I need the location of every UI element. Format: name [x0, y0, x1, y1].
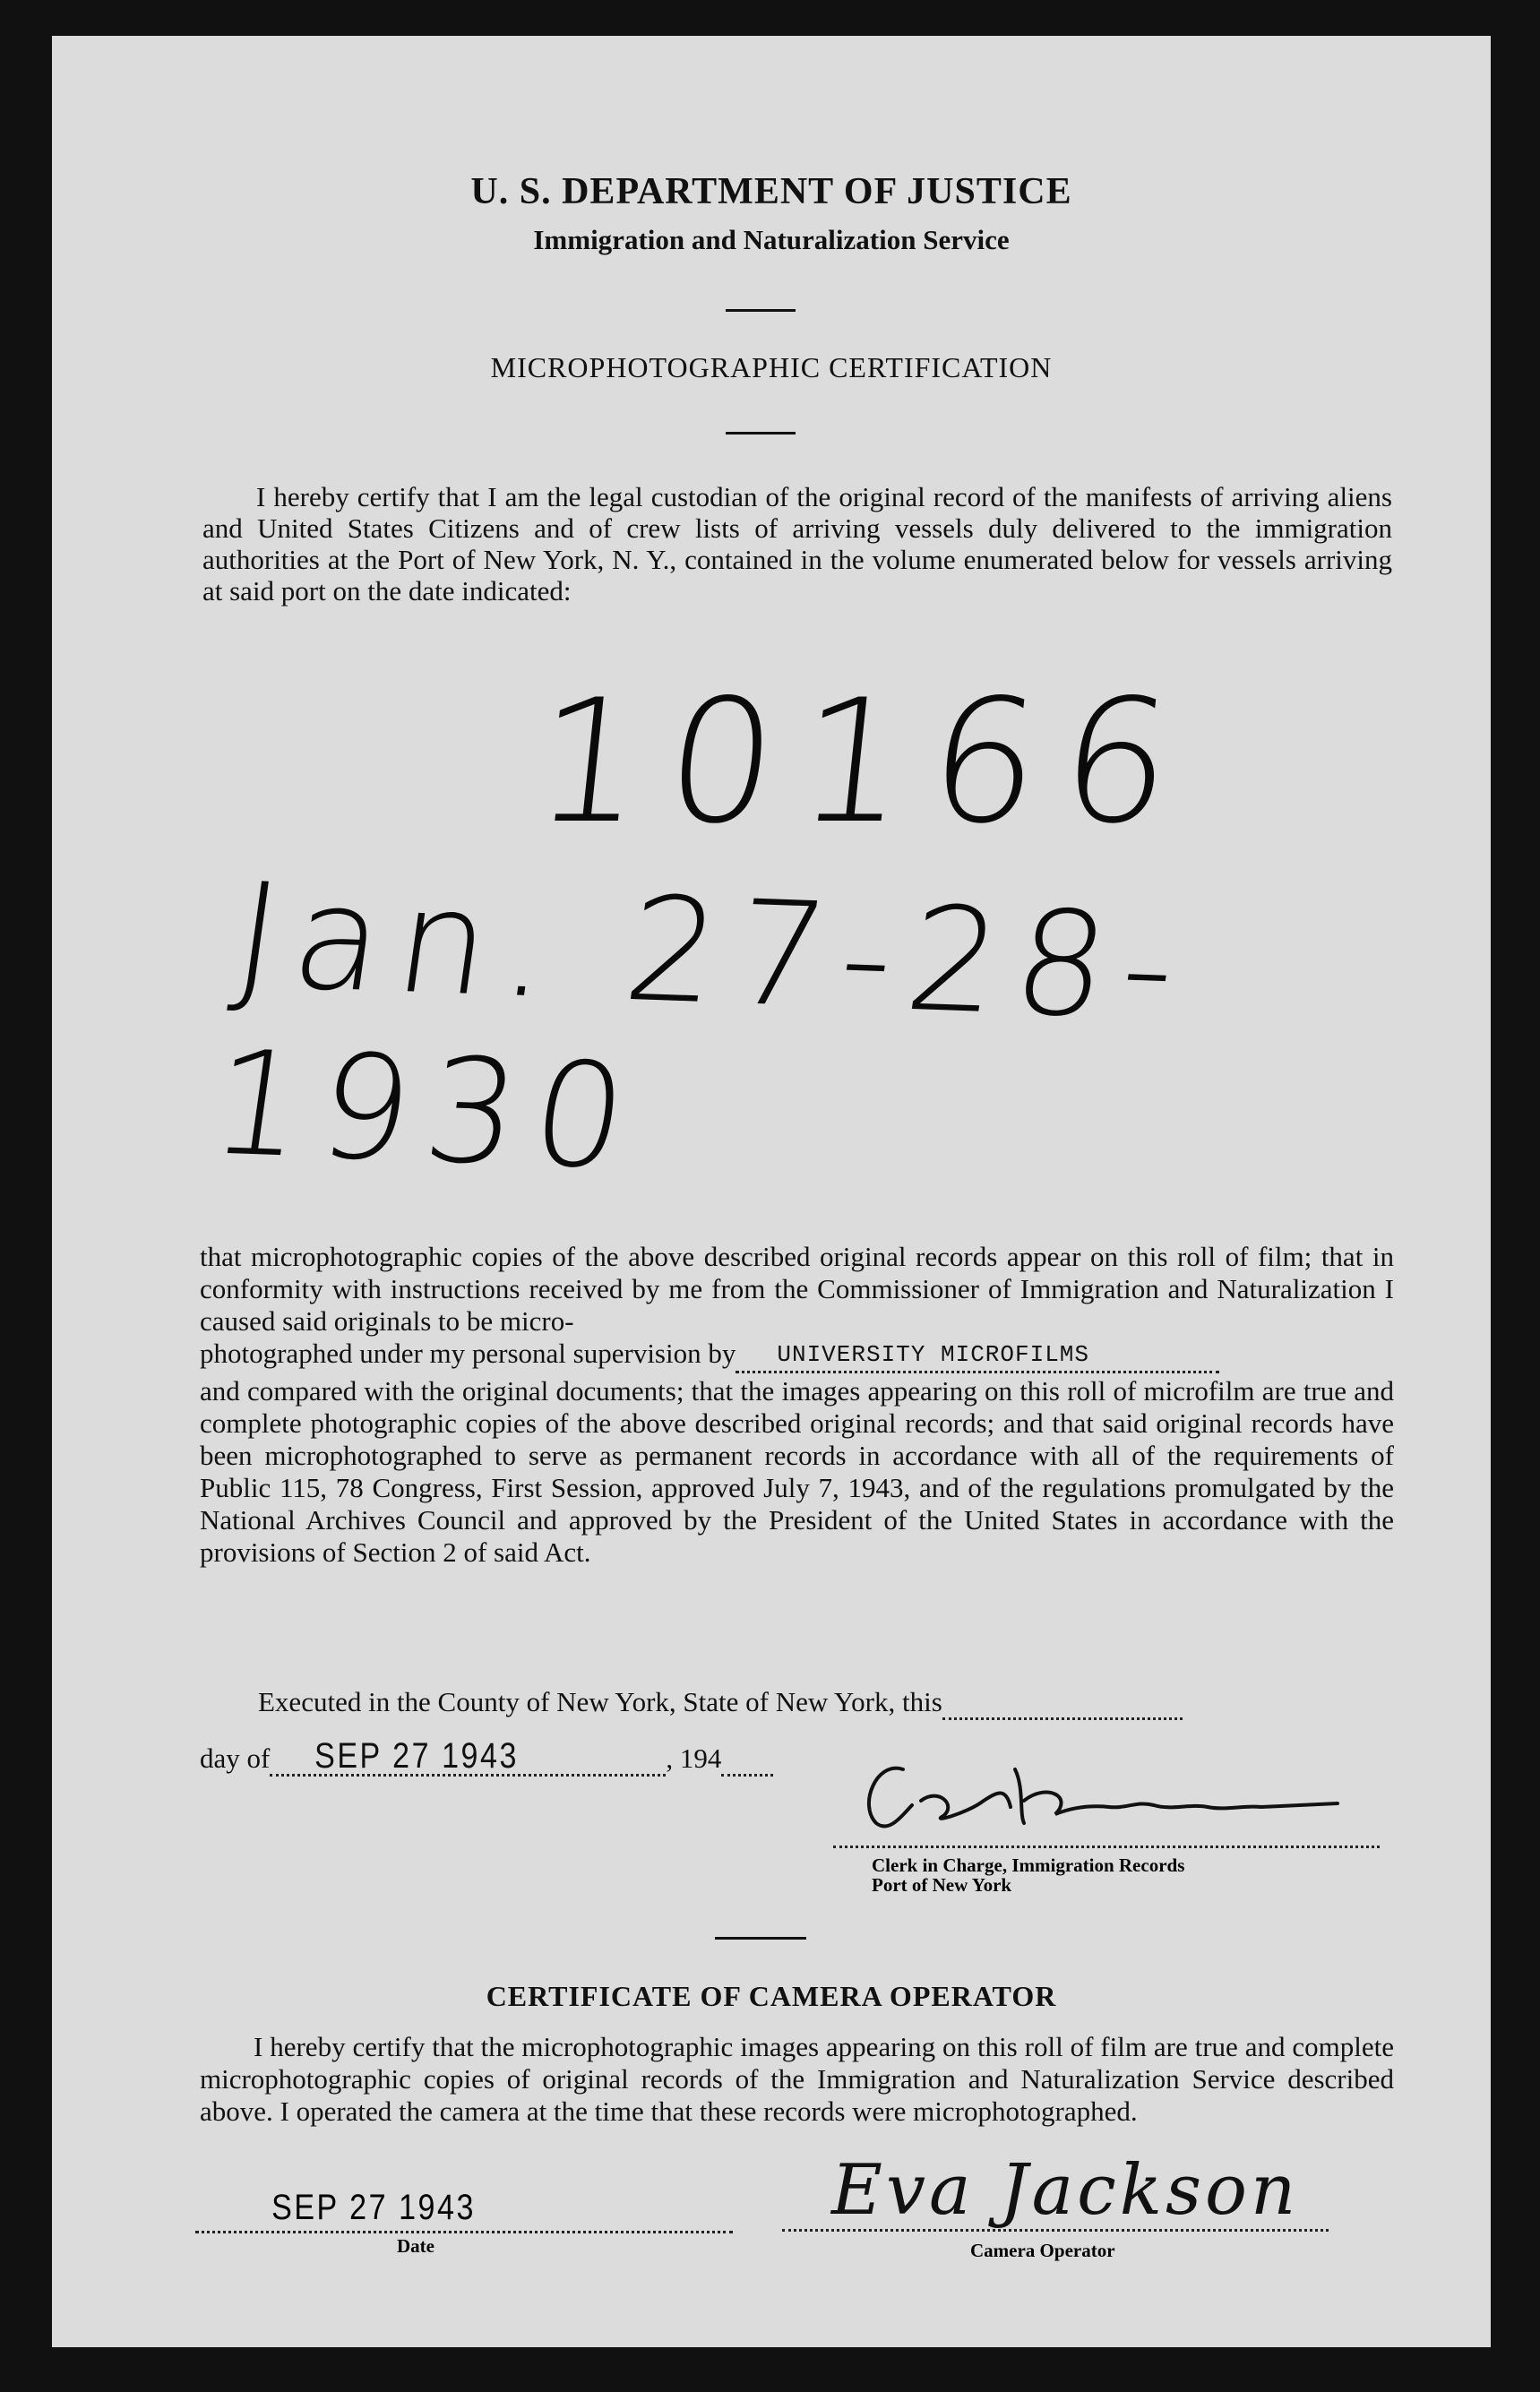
divider — [726, 432, 796, 435]
handwritten-volume-number: 10166 — [525, 663, 1205, 861]
intro-text: I hereby certify that I am the legal custodian of the original record of the manifests of arriving aliens and United States Citizens and of crew lists of arriving vessels duly delivered to the immigration authorities at the Port of New York, N. Y., contained in the volume enumerated below for vessels arriving at said port on the date indicated: — [202, 481, 1392, 607]
execution-day-field — [942, 1686, 1183, 1720]
camera-certificate-text: I hereby certify that the microphotographic images appearing on this roll of film are true and complete microphotographic copies of original records of the Immigration and Naturalization Service described above. I operated the camera at the time that these records were microphotographed. — [200, 2031, 1394, 2127]
supervision-line — [200, 1338, 1394, 1375]
body-text-1: that microphotographic copies of the above described original records appear on this roll of film; that in conformity with instructions received by me from the Commissioner of Immigration and Naturalization I caused said originals to be micro- — [200, 1241, 1394, 1337]
execution-stamp-date: SEP 27 1943 — [314, 1736, 520, 1776]
day-of-label: day of — [200, 1742, 271, 1774]
supervision-prefix: photographed under my personal supervision by — [200, 1338, 736, 1369]
year-prefix: , 194 — [666, 1742, 722, 1774]
body-text-2: and compared with the original documents; that the images appearing on this roll of microfilm are true and complete photographic copies of the above described original records; and that said original records have been microphotographed to serve as permanent records in accordance with all of the requirements of Public 115, 78 Congress, First Session, approved July 7, 1943, and of the regulations promulgated by the National Archives Council and approved by the President of the United States in accordance with the provisions of Section 2 of said Act. — [200, 1375, 1394, 1568]
divider — [715, 1937, 806, 1940]
execution-text: Executed in the County of New York, State of New York, this — [258, 1686, 942, 1717]
clerk-signature — [840, 1751, 1342, 1859]
clerk-signature-mark — [840, 1751, 1342, 1850]
camera-stamp-date: SEP 27 1943 — [271, 2188, 476, 2227]
date-field — [195, 2186, 733, 2233]
clerk-location: Port of New York — [872, 1874, 1012, 1896]
operator-signature: Eva Jackson — [831, 2150, 1300, 2231]
divider — [726, 309, 796, 312]
clerk-title: Clerk in Charge, Immigration Records — [872, 1854, 1185, 1876]
company-field — [736, 1336, 1219, 1373]
department-heading: U. S. DEPARTMENT OF JUSTICE — [470, 171, 1072, 212]
camera-certificate-title: CERTIFICATE OF CAMERA OPERATOR — [486, 1980, 1057, 2012]
clerk-signature-line — [833, 1846, 1380, 1848]
handwritten-dates: Jan. 27-28-1930 — [201, 851, 1202, 1201]
camera-certificate-paragraph — [200, 2031, 1394, 2128]
operator-signature-line — [782, 2229, 1329, 2232]
service-subheading: Immigration and Naturalization Service — [533, 224, 1010, 255]
year-suffix-field — [721, 1742, 773, 1777]
stamp-date-field — [270, 1736, 666, 1777]
operator-label: Camera Operator — [970, 2240, 1115, 2261]
day-of-line — [200, 1736, 916, 1777]
microfilm-company: UNIVERSITY MICROFILMS — [777, 1341, 1090, 1368]
body-paragraph — [200, 1241, 1394, 1569]
certification-title: MICROPHOTOGRAPHIC CERTIFICATION — [490, 351, 1053, 383]
execution-line — [258, 1686, 1396, 1720]
intro-paragraph — [202, 481, 1392, 607]
certificate-page — [52, 36, 1491, 2347]
date-label: Date — [397, 2235, 434, 2257]
